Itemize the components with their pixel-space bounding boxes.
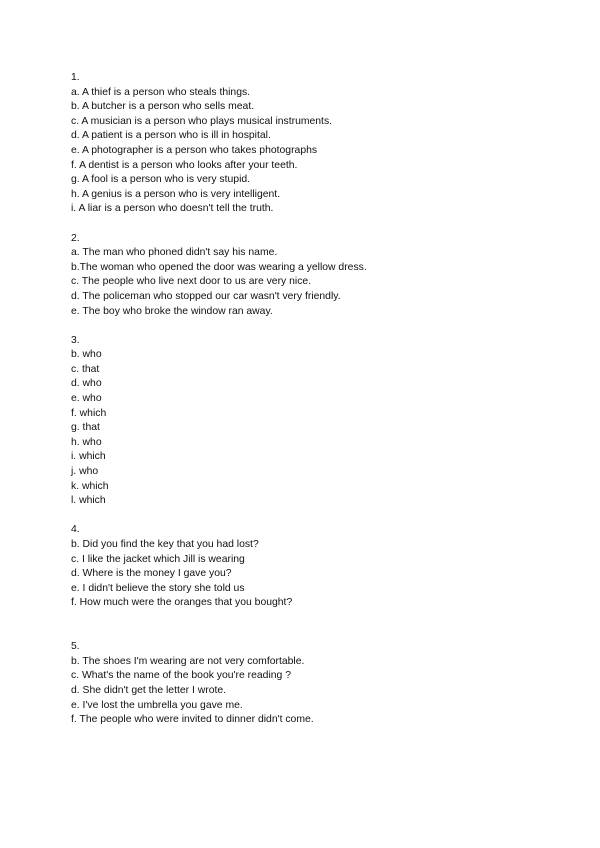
- answer-line: f. A dentist is a person who looks after your teeth.: [71, 159, 298, 171]
- answer-line: f. The people who were invited to dinner didn't come.: [71, 714, 314, 726]
- answer-line: d. A patient is a person who is ill in hospital.: [71, 130, 271, 142]
- answer-line: e. I've lost the umbrella you gave me.: [71, 699, 243, 711]
- section-number: 1.: [71, 72, 80, 83]
- answer-line: b. who: [71, 349, 102, 361]
- answer-line: g. that: [71, 422, 100, 434]
- answer-line: d. Where is the money I gave you?: [71, 568, 232, 580]
- section-4: [71, 523, 551, 611]
- section-5: [71, 640, 551, 728]
- section-number: 4.: [71, 524, 80, 536]
- answer-line: e. who: [71, 393, 102, 405]
- answer-line: c. A musician is a person who plays musical instruments.: [71, 115, 333, 127]
- answer-line: l. which: [71, 495, 106, 507]
- answer-line: b.The woman who opened the door was wearing a yellow dress.: [71, 261, 367, 273]
- section-number: 2.: [71, 232, 80, 244]
- answer-line: i. which: [71, 451, 106, 463]
- answer-line: h. who: [71, 436, 102, 448]
- answer-line: e. I didn't believe the story she told us: [71, 582, 245, 594]
- answer-line: c. I like the jacket which Jill is wearing: [71, 553, 245, 565]
- answer-line: e. The boy who broke the window ran away.: [71, 305, 273, 317]
- answer-line: a. A thief is a person who steals things.: [71, 86, 251, 98]
- section-1: [71, 71, 551, 217]
- answer-line: b. The shoes I'm wearing are not very comfortable.: [71, 655, 305, 667]
- answer-line: c. What's the name of the book you're reading ?: [71, 670, 291, 682]
- answer-line: h. A genius is a person who is very intelligent.: [71, 188, 281, 200]
- answer-line: d. The policeman who stopped our car wasn't very friendly.: [71, 290, 341, 302]
- answer-line: g. A fool is a person who is very stupid.: [71, 174, 251, 186]
- section-2: [71, 232, 551, 320]
- answer-line: c. that: [71, 363, 100, 375]
- answer-line: b. Did you find the key that you had lost?: [71, 539, 259, 550]
- answer-line: c. The people who live next door to us are very nice.: [71, 276, 312, 288]
- answer-line: d. She didn't get the letter I wrote.: [71, 684, 227, 696]
- section-3: [71, 334, 551, 509]
- answer-line: a. The man who phoned didn't say his name.: [71, 247, 278, 259]
- answer-line: f. How much were the oranges that you bought?: [71, 597, 293, 609]
- answer-line: e. A photographer is a person who takes photographs: [71, 144, 318, 156]
- answer-line: f. which: [71, 407, 107, 419]
- answer-line: i. A liar is a person who doesn't tell the truth.: [71, 203, 274, 215]
- answer-line: k. which: [71, 480, 109, 492]
- answer-line: d. who: [71, 378, 102, 390]
- section-number: 5.: [71, 641, 80, 653]
- answer-line: b. A butcher is a person who sells meat.: [71, 101, 255, 113]
- section-number: 3.: [71, 334, 80, 346]
- answer-line: j. who: [71, 466, 99, 478]
- answer-key-content: [71, 71, 551, 728]
